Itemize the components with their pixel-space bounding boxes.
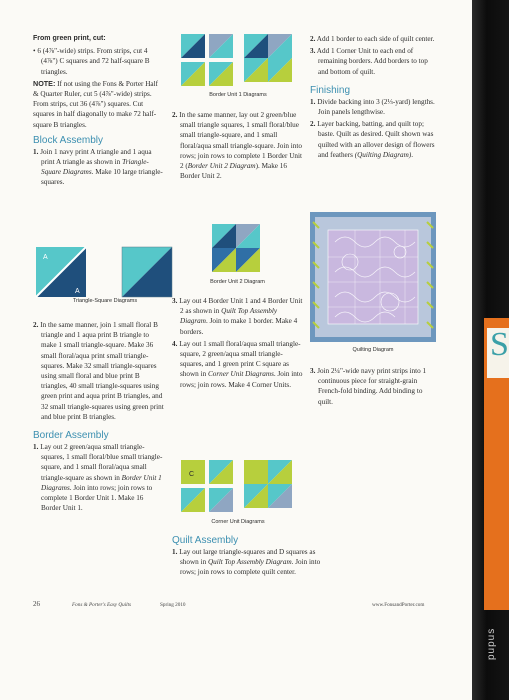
step-text: Lay out large triangle-squares and D squares as shown in xyxy=(177,548,316,567)
border-unit-1-diagram xyxy=(180,33,296,88)
corner-unit-diagram xyxy=(180,459,296,514)
finishing-step-2 xyxy=(310,119,438,160)
step-text: Add 1 Corner Unit to each end of remaining borders. Add borders to top and bottom of quilt. xyxy=(315,47,428,76)
border-unit-1-caption: Border Unit 1 Diagrams xyxy=(209,92,267,98)
note xyxy=(33,79,164,130)
border-assembly-step-2 xyxy=(172,110,304,181)
diagram-reference: Quilt Top Assembly Diagram xyxy=(180,307,278,326)
step-number: 2. xyxy=(310,35,316,43)
finishing-step-3 xyxy=(310,366,438,407)
page-number: 26 xyxy=(33,600,40,608)
diagram-reference: Border Unit 1 Diagrams xyxy=(41,473,162,492)
step-number: 1. xyxy=(33,443,39,452)
block-assembly-step-2 xyxy=(33,320,164,422)
diagram-reference: (Quilting Diagram) xyxy=(354,150,412,159)
step-text: Lay out 2 green/aqua small triangle-squares, 1 small floral/blue small triangle-square, and 1 small floral/aqua small triangle-square as shown in xyxy=(38,443,163,482)
step-text: . Join into rows; join rows to complete quilt center. xyxy=(180,558,321,577)
quilt-assembly-heading: Quilt Assembly xyxy=(172,535,239,546)
border-unit-2-caption: Border Unit 2 Diagram xyxy=(210,279,265,285)
column-middle xyxy=(172,110,304,183)
magazine-title: Fons & Porter's Easy Quilts xyxy=(72,602,132,608)
finishing-step-1 xyxy=(310,97,438,117)
diagram-reference: Quilt Top Assembly Diagram xyxy=(207,558,292,567)
step-text: . Join into rows; join rows to complete 1 Border Unit 1. Make 16 Border Unit 1. xyxy=(41,483,153,513)
diagram-reference: Corner Unit Diagrams xyxy=(207,370,274,379)
step-text: . Make 10 large triangle-squares. xyxy=(41,168,163,187)
step-text: Lay out 4 Border Unit 1 and 4 Border Unit 2 as shown in xyxy=(177,297,303,316)
quilting-diagram xyxy=(310,212,436,342)
note-text: If not using the Fons & Porter Half & Quarter Ruler, cut 5 (4⅞"-wide) strips. From strips, cut 36 (4⅞") squares. Cut squares in half diagonally to make 72 half-square B triangles. xyxy=(33,79,158,129)
step-text: ). Make 16 Border Unit 2. xyxy=(180,162,287,181)
border-unit-1-joined xyxy=(244,34,292,82)
finishing-heading: Finishing xyxy=(310,84,351,96)
quilting-diagram-caption: Quilting Diagram xyxy=(352,347,394,353)
issue-date: Spring 2010 xyxy=(160,602,186,608)
triangle-square-caption: Triangle-Square Diagrams xyxy=(72,298,138,304)
step-number: 1. xyxy=(172,548,178,556)
step-text: Lay out 1 small floral/aqua small triangle-square, 2 green/aqua small triangle-squares, and 1 green print C square as shown in xyxy=(177,339,301,379)
column-right-lower xyxy=(310,366,438,409)
step-text: . xyxy=(411,150,414,159)
triangle-square-joined xyxy=(122,247,172,297)
green-print-heading: From green print, cut: xyxy=(33,35,106,42)
note-label: NOTE: xyxy=(33,78,56,88)
corner-unit-separated xyxy=(181,460,233,512)
quilt-assembly-step-1 xyxy=(172,547,334,578)
watermark: pupus xyxy=(486,627,497,660)
corner-unit-caption: Corner Unit Diagrams xyxy=(211,519,265,525)
step-text: Layer backing, batting, and quilt top; baste. Quilt as desired. Quilt shown was quilted with an allover design of flowers and feathers xyxy=(315,120,435,159)
border-unit-2-diagram xyxy=(211,223,263,275)
step-text: Add 1 border to each side of quilt center. xyxy=(315,35,435,43)
diagram-reference: Border Unit 2 Diagram xyxy=(187,162,256,171)
step-text: . Join into rows; join rows. Make 4 Corner Units. xyxy=(180,370,303,389)
step-number: 1. xyxy=(310,97,316,106)
step-number: 3. xyxy=(310,47,316,56)
column-left xyxy=(33,34,164,190)
step-text: Divide backing into 3 (2⅓-yard) lengths. Join panels lengthwise. xyxy=(315,97,435,117)
step-number: 1. xyxy=(33,147,39,156)
border-assembly-step-3 xyxy=(172,296,304,337)
triangle-label-a-navy: A xyxy=(75,288,80,295)
step-number: 2. xyxy=(33,321,39,329)
triangle-square-diagram xyxy=(35,246,175,298)
step-text: Join 2¼"-wide navy print strips into 1 continuous piece for straight-grain French-fold binding. Add binding to quilt. xyxy=(315,367,427,406)
block-assembly-step-1 xyxy=(33,147,164,188)
diagram-reference: Triangle-Square Diagrams xyxy=(41,158,149,177)
border-unit-1-separated xyxy=(181,34,233,86)
column-middle-bottom xyxy=(172,535,334,580)
border-assembly-step-3b xyxy=(310,46,438,77)
green-print-cut-item: • 6 (4⅞"-wide) strips. From strips, cut 4 (4⅞") C squares and 72 half-square B triangles. xyxy=(33,47,150,76)
step-number: 3. xyxy=(310,367,316,375)
border-assembly-step-1 xyxy=(33,442,164,513)
block-assembly-heading: Block Assembly xyxy=(33,134,104,146)
step-number: 4. xyxy=(172,339,178,348)
corner-unit-joined xyxy=(244,460,292,508)
step-text: In the same manner, join 1 small floral B triangle and 1 aqua print B triangle to make 1 small triangle-square. Make 36 small floral/aqua print small triangle-squares. Make 32 small triangle-squares using small floral and blue print B triangles, 40 small triangle-squares using green print and aqua print B triangles, and 32 small triangle-squares using green print and blue print B triangles. xyxy=(38,321,164,421)
step-number: 2. xyxy=(310,120,316,129)
border-assembly-step-2b xyxy=(310,34,438,44)
border-assembly-heading: Border Assembly xyxy=(33,430,109,442)
corner-square-label-c: C xyxy=(189,471,195,478)
triangle-label-a-aqua: A xyxy=(43,254,48,261)
step-text: Join 1 navy print A triangle and 1 aqua print A triangle as shown in xyxy=(38,147,152,167)
column-middle-lower xyxy=(172,296,304,392)
column-right xyxy=(310,34,438,162)
step-number: 3. xyxy=(172,297,178,305)
next-page-edge xyxy=(484,318,509,610)
step-number: 2. xyxy=(172,111,178,119)
column-left-lower xyxy=(33,320,164,515)
website: www.FonsandPorter.com xyxy=(372,602,425,608)
border-assembly-step-4 xyxy=(172,339,304,390)
step-text: In the same manner, lay out 2 green/blue small triangle squares, 1 small floral/blue small triangle-square, and 1 small floral/aqua small triangle-square. Join into rows; join rows to complete 1 Border Unit 2 ( xyxy=(177,111,302,171)
next-page-letter: S xyxy=(490,326,509,363)
step-text: . Join to make 1 border. Make 4 borders. xyxy=(180,317,298,336)
